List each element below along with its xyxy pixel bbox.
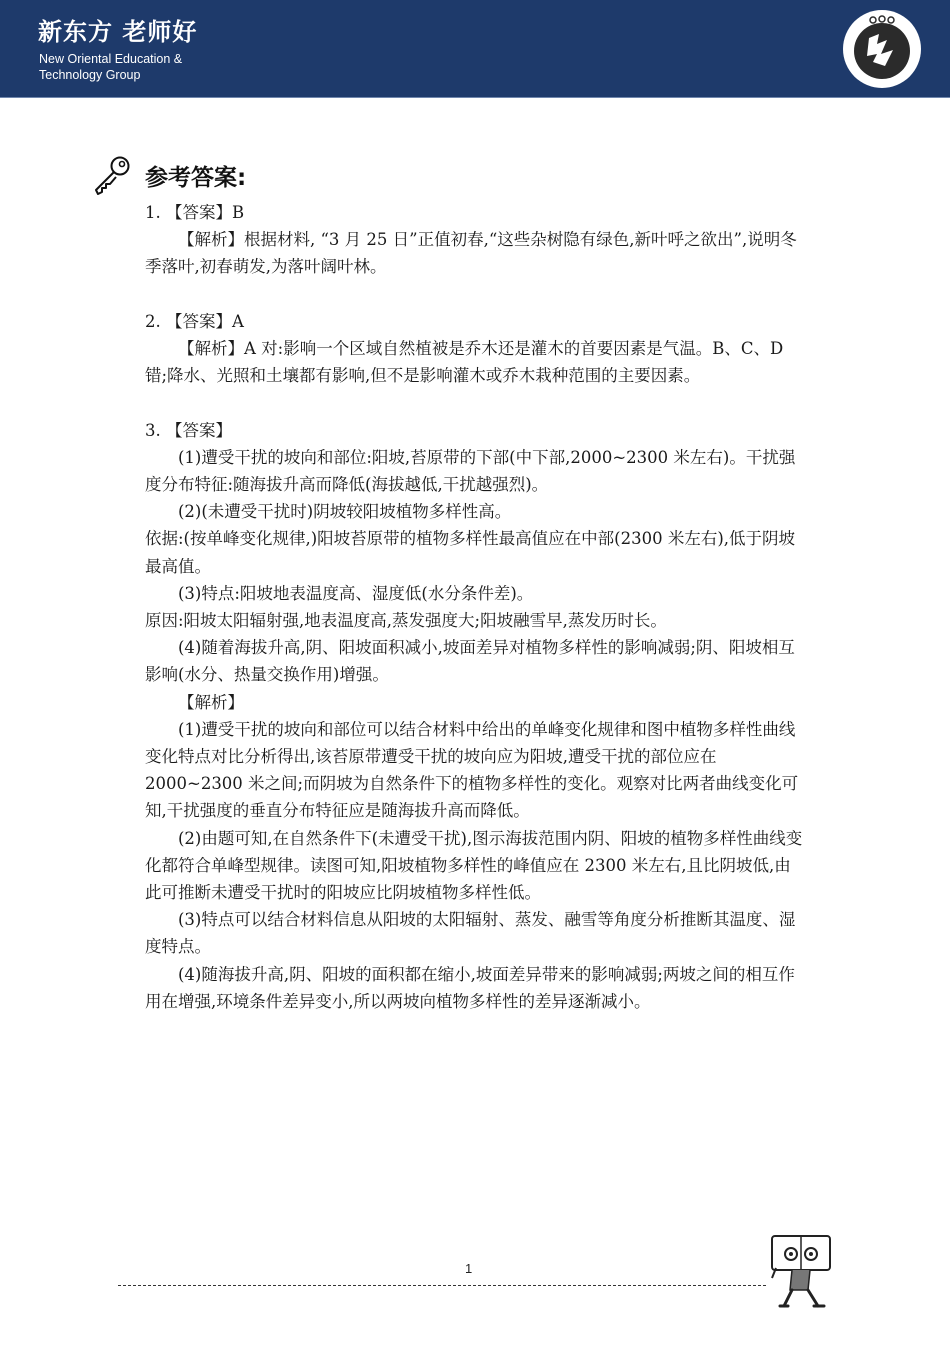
answer-paragraph: (4)随着海拔升高,阴、阳坡面积减小,坡面差异对植物多样性的影响减弱;阴、阳坡相互影响(水分、热量交换作用)增强。 xyxy=(145,638,795,685)
page-number: 1 xyxy=(465,1261,473,1276)
paragraph-spacer xyxy=(145,389,805,416)
brand-name-en: New Oriental Education & Technology Group xyxy=(39,52,183,82)
answer-paragraph: (3)特点可以结合材料信息从阳坡的太阳辐射、蒸发、融雪等角度分析推断其温度、湿度特点。 xyxy=(145,910,796,957)
answer-paragraph: 【解析】A 对:影响一个区域自然植被是乔木还是灌木的首要因素是气温。B、C、D 错;降水、光照和土壤都有影响,但不是影响灌木或乔木栽种范围的主要因素。 xyxy=(145,339,784,386)
answer-paragraph: (1)遭受干扰的坡向和部位:阳坡,苔原带的下部(中下部,2000~2300 米左右)。干扰强度分布特征:随海拔升高而降低(海拔越低,干扰越强烈)。 xyxy=(145,447,796,494)
answer-paragraph: 依据:(按单峰变化规律,)阳坡苔原带的植物多样性最高值应在中部(2300 米左右),低于阴坡最高值。 xyxy=(145,529,796,576)
new-oriental-logo-icon xyxy=(843,10,921,88)
answer-paragraph: 【解析】根据材料, “3 月 25 日”正值初春,“这些杂树隐有绿色,新叶呼之欲出”,说明冬季落叶,初春萌发,为落叶阔叶林。 xyxy=(145,230,797,277)
answer-paragraph: (3)特点:阳坡地表温度高、湿度低(水分条件差)。 xyxy=(178,583,534,603)
key-icon xyxy=(90,153,134,197)
answer-paragraph: (2)由题可知,在自然条件下(未遭受干扰),图示海拔范围内阴、阳坡的植物多样性曲线变化都符合单峰型规律。读图可知,阳坡植物多样性的峰值应在 2300 米左右,且比阴坡低,由此可推断未遭受干扰时的阳坡应比阴坡植物多样性低。 xyxy=(145,828,803,903)
answer-content xyxy=(145,199,805,1015)
page-header xyxy=(0,0,950,98)
answer-paragraph: (1)遭受干扰的坡向和部位可以结合材料中给出的单峰变化规律和图中植物多样性曲线变化特点对比分析得出,该苔原带遭受干扰的坡向应为阳坡,遭受干扰的部位应在 2000~2300 米之间;而阴坡为自然条件下的植物多样性的变化。观察对比两者曲线变化可知,干扰强度的垂直分布特征应是随海拔升高而降低。 xyxy=(145,719,799,821)
answer-paragraph: 3. 【答案】 xyxy=(145,420,232,440)
brand-name-cn: 新东方 老师好 xyxy=(38,18,198,46)
footer-divider xyxy=(118,1285,766,1286)
answer-paragraph: 2. 【答案】A xyxy=(145,311,244,331)
paragraph-spacer xyxy=(145,281,805,308)
answer-paragraph: (2)(未遭受干扰时)阴坡较阳坡植物多样性高。 xyxy=(178,502,512,522)
answer-paragraph: 原因:阳坡太阳辐射强,地表温度高,蒸发强度大;阳坡融雪早,蒸发历时长。 xyxy=(145,611,667,631)
section-title-text: 参考答案: xyxy=(145,165,247,191)
reading-mascot-icon xyxy=(768,1232,834,1314)
answer-paragraph: 【解析】 xyxy=(178,692,244,712)
answer-paragraph: 1. 【答案】B xyxy=(145,203,245,222)
answer-paragraph: (4)随海拔升高,阴、阳坡的面积都在缩小,坡面差异带来的影响减弱;两坡之间的相互作用在增强,环境条件差异变小,所以两坡向植物多样性的差异逐渐减小。 xyxy=(145,964,795,1011)
